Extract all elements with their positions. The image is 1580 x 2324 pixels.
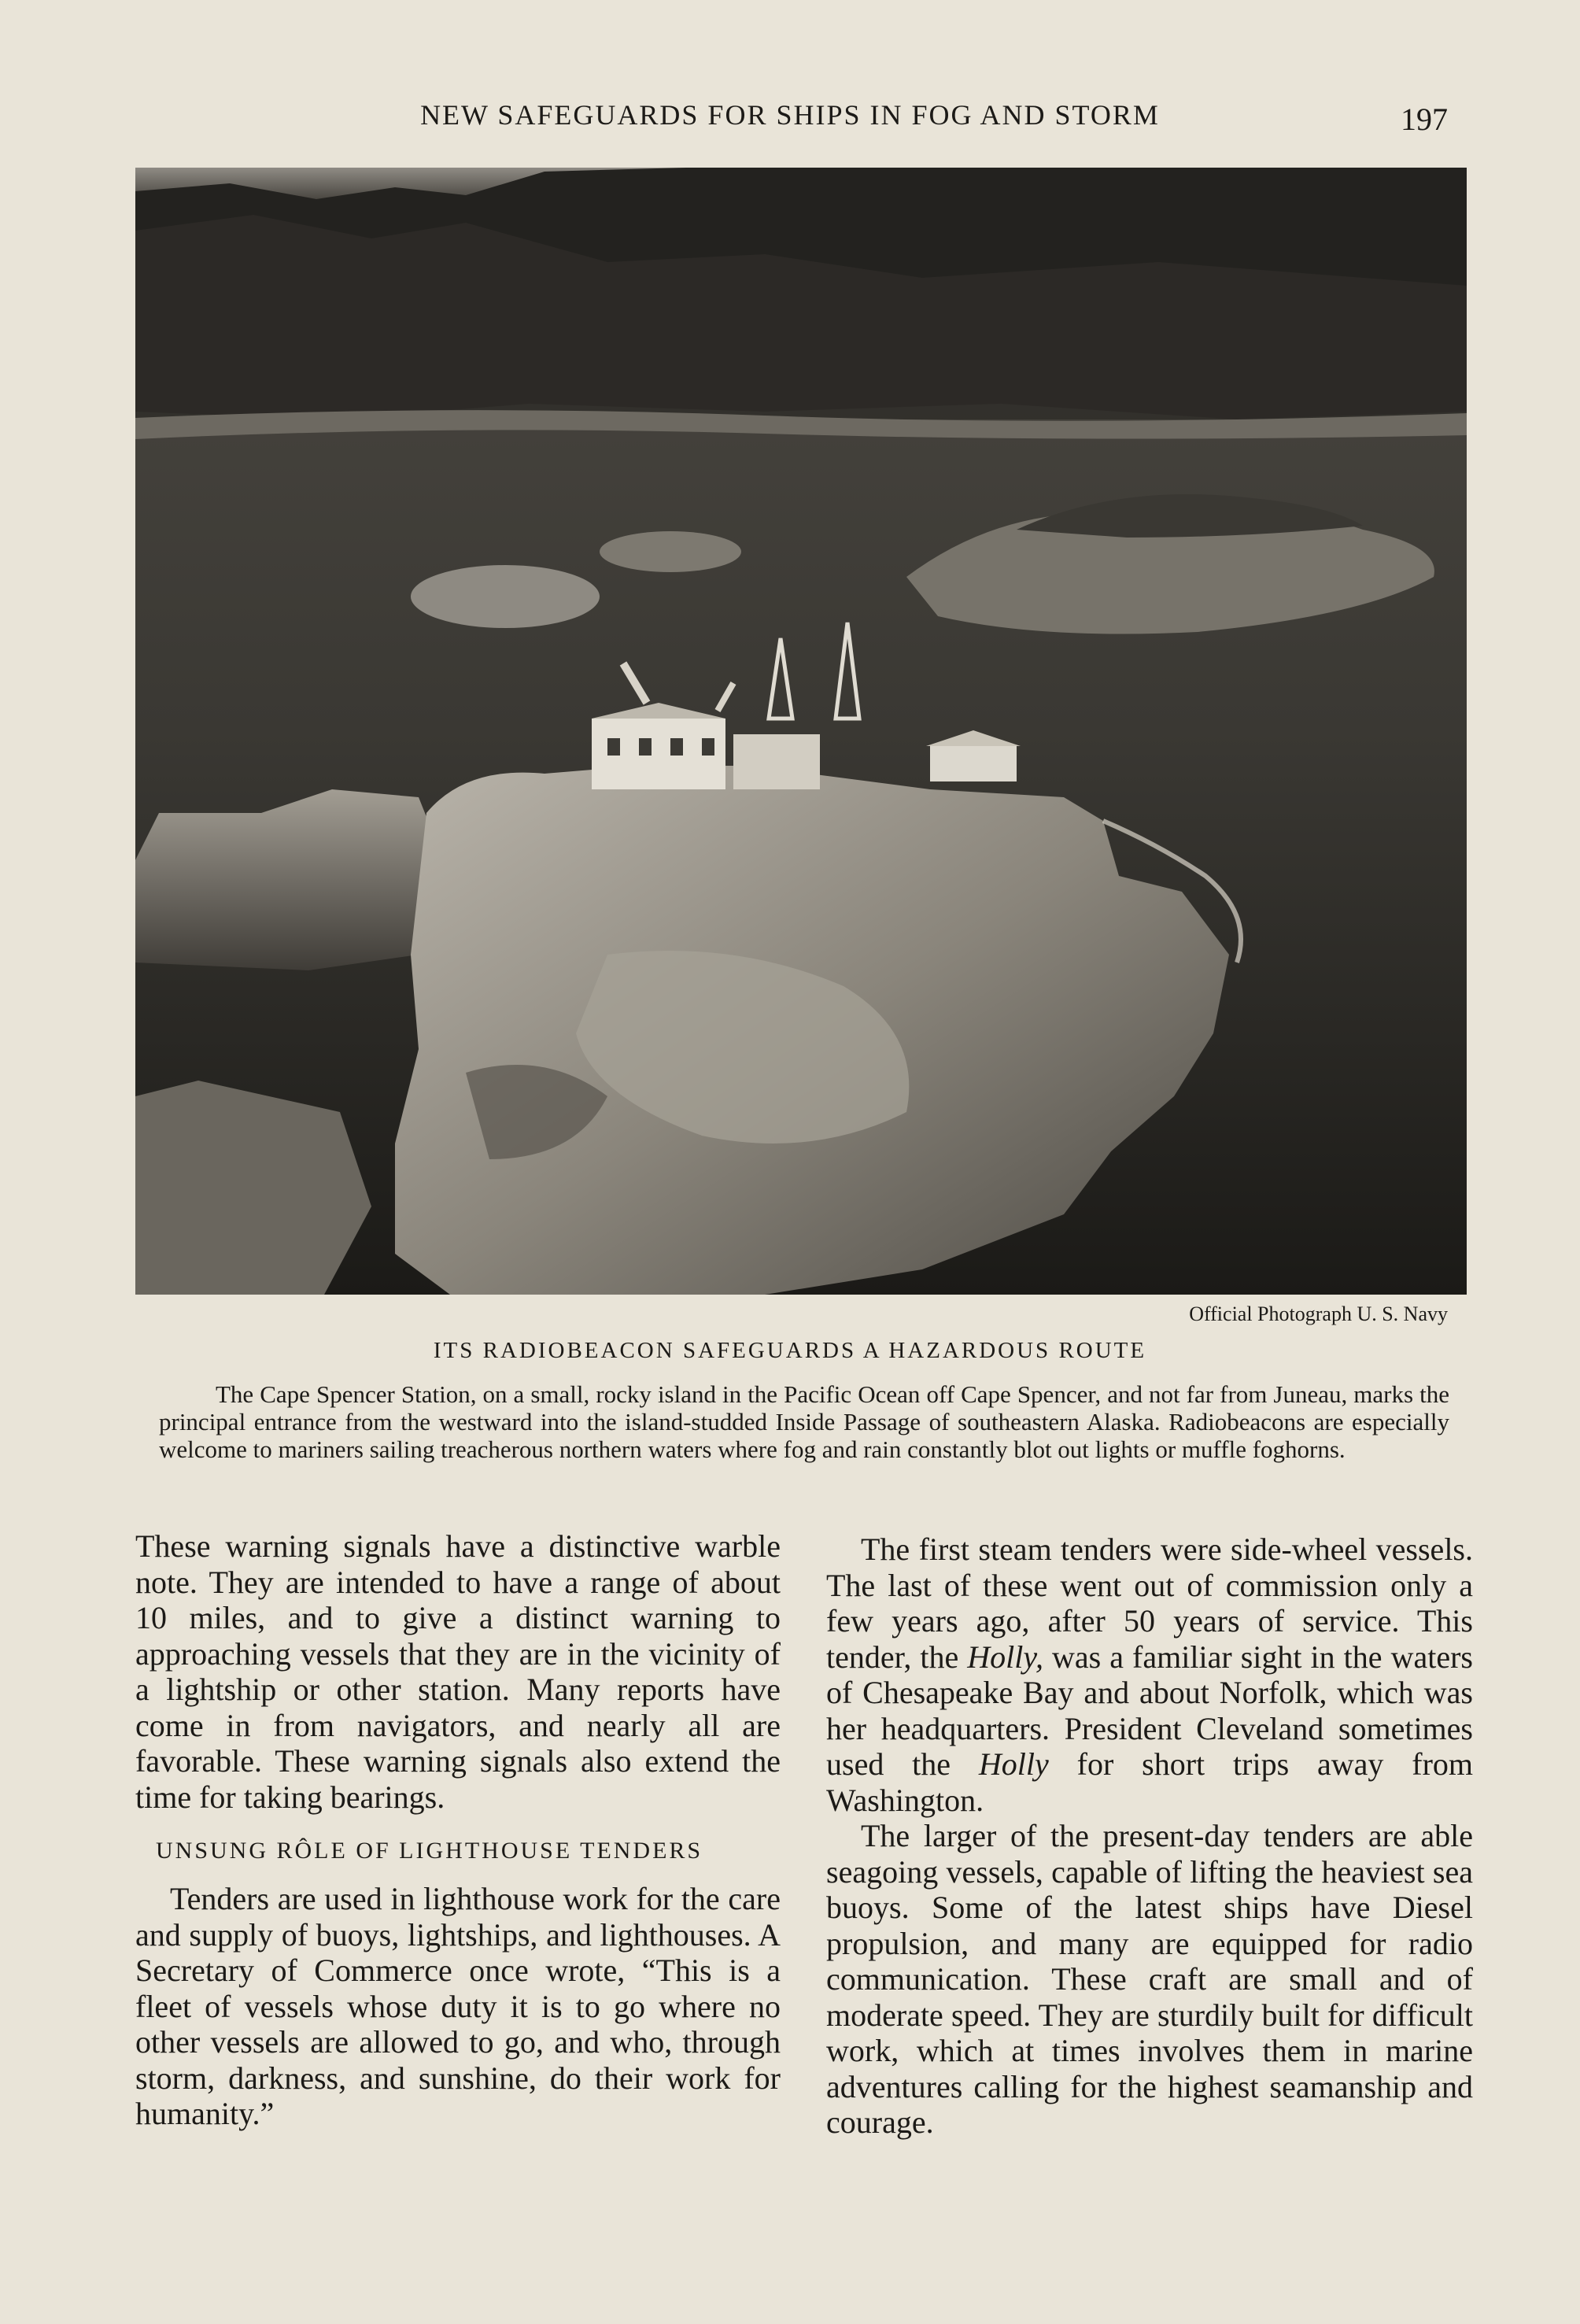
section-subhead: UNSUNG RÔLE OF LIGHTHOUSE TENDERS bbox=[156, 1838, 703, 1864]
left-rocks bbox=[135, 789, 434, 970]
right-paragraph-1: The first steam tenders were side-wheel vessels. The last of these went out of commission only a few years ago, after 50 years of service. This tender, the Holly, was a familiar sight in the waters of Chesapeake Bay and about Norfolk, which was her headquarters. President Cleveland sometimes used the Holly for short trips away from Washington. bbox=[826, 1531, 1474, 1818]
islet bbox=[411, 565, 600, 628]
left-column bbox=[135, 1528, 781, 2132]
left-paragraph-1: These warning signals have a distinctive warble note. They are intended to have a range of about 10 miles, and to give a distinct warning to approaching vessels that they are in the vicinity of a lightship or other station. Many reports have come in from navigators, and nearly all are favorable. These warning signals also extend the time for taking bearings. bbox=[135, 1528, 781, 1815]
right-column bbox=[826, 1531, 1473, 2141]
page-number: 197 bbox=[1401, 102, 1448, 137]
ship-name: Holly bbox=[978, 1746, 1049, 1782]
outbuilding bbox=[930, 746, 1017, 781]
left-paragraph-2: Tenders are used in lighthouse work for the care and supply of buoys, lightships, and lighthouses. A Secretary of Commerce once wrote, “This is a fleet of vessels whose duty it is to go where no other vessels are allowed to go, and who, through storm, darkness, and sunshine, do their work for humanity.” bbox=[135, 1881, 781, 2131]
caption-body: The Cape Spencer Station, on a small, rocky island in the Pacific Ocean off Cape Spencer, and not far from Juneau, marks the principal entrance from the westward into the island-studded Inside Passage of southeastern Alaska. Radiobeacons are especially welcome to mariners sailing treacherous northern waters where fog and rain constantly blot out lights or muffle foghorns. bbox=[159, 1380, 1449, 1463]
ship-name: Holly, bbox=[967, 1639, 1043, 1675]
cape-spencer-station-photo bbox=[135, 168, 1467, 1295]
photo-illustration bbox=[135, 168, 1467, 1295]
caption-title: ITS RADIOBEACON SAFEGUARDS A HAZARDOUS ROUTE bbox=[433, 1338, 1147, 1363]
running-head: NEW SAFEGUARDS FOR SHIPS IN FOG AND STORM bbox=[420, 99, 1160, 131]
right-paragraph-2: The larger of the present-day tenders are able seagoing vessels, capable of lifting the heaviest sea buoys. Some of the latest ships have Diesel propulsion, and many are equipped for radio communication. These craft are small and of moderate speed. They are sturdily built for difficult work, which at times involves them in marine adventures calling for the highest seamanship and courage. bbox=[826, 1818, 1473, 2140]
photo-credit: Official Photograph U. S. Navy bbox=[1189, 1302, 1448, 1325]
